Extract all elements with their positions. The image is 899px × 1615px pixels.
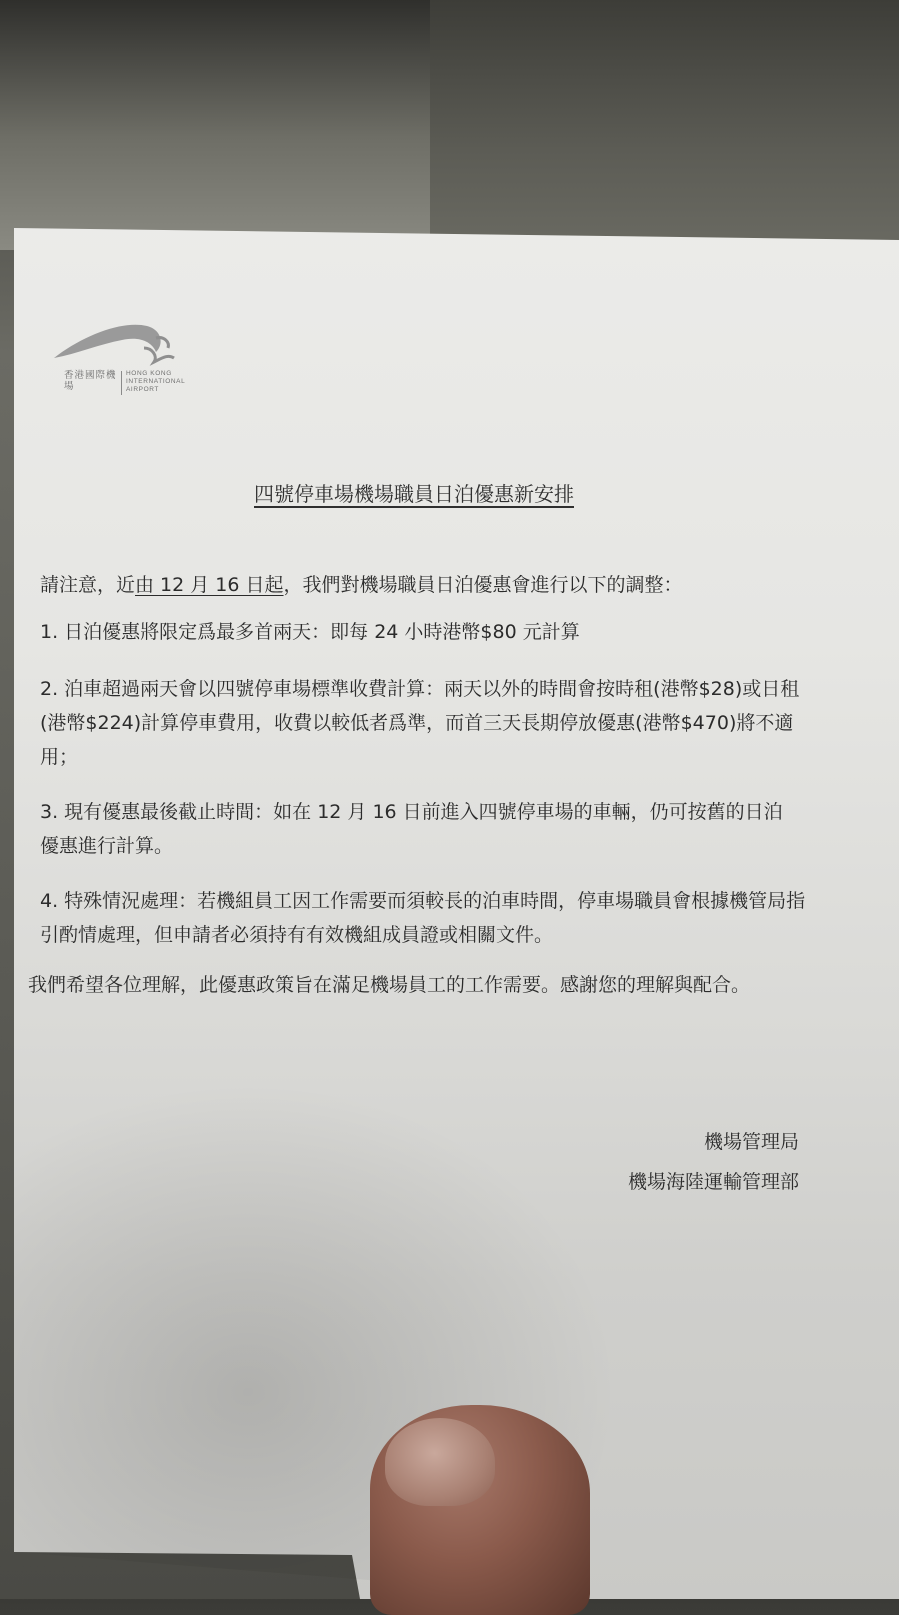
intro-effective-date: 由 12 月 16 日起 [135, 574, 284, 596]
notice-item-1: 1. 日泊優惠將限定爲最多首兩天：即每 24 小時港幣$80 元計算 [40, 621, 580, 643]
airport-logo-mark-icon [52, 318, 182, 370]
notice-closing: 我們希望各位理解，此優惠政策旨在滿足機場員工的工作需要。感謝您的理解與配合。 [28, 974, 751, 996]
logo-en-line1: HONG KONG [126, 370, 172, 377]
signature-organization: 機場管理局 [703, 1131, 799, 1153]
notice-item-4: 4. 特殊情況處理：若機組員工因工作需要而須較長的泊車時間，停車場職員會根據機管局指引酌情處理，但申請者必須持有有效機組成員證或相關文件。 [40, 890, 806, 946]
thumb-nail [385, 1418, 495, 1506]
intro-suffix: ，我們對機場職員日泊優惠會進行以下的調整： [283, 574, 683, 596]
logo-divider [121, 371, 122, 395]
logo-en-line2: INTERNATIONAL [126, 378, 186, 385]
notice-item-2: 2. 泊車超過兩天會以四號停車場標準收費計算：兩天以外的時間會按時租(港幣$28)或日租(港幣$224)計算停車費用，收費以較低者爲準，而首三天長期停放優惠(港幣$470)將不適用； [40, 678, 800, 768]
signature-department: 機場海陸運輸管理部 [627, 1171, 799, 1193]
notice-intro [40, 568, 810, 602]
logo-english-name [126, 370, 226, 394]
logo-en-line3: AIRPORT [126, 386, 159, 393]
background-top-right [430, 0, 899, 250]
notice-item-3: 3. 現有優惠最後截止時間：如在 12 月 16 日前進入四號停車場的車輛，仍可按舊的日泊優惠進行計算。 [40, 801, 783, 857]
logo-chinese-name: 香港國際機場 [64, 370, 117, 392]
notice-title: 四號停車場機場職員日泊優惠新安排 [254, 482, 574, 506]
background-top-left [0, 0, 430, 250]
intro-prefix: 請注意，近 [40, 574, 136, 596]
